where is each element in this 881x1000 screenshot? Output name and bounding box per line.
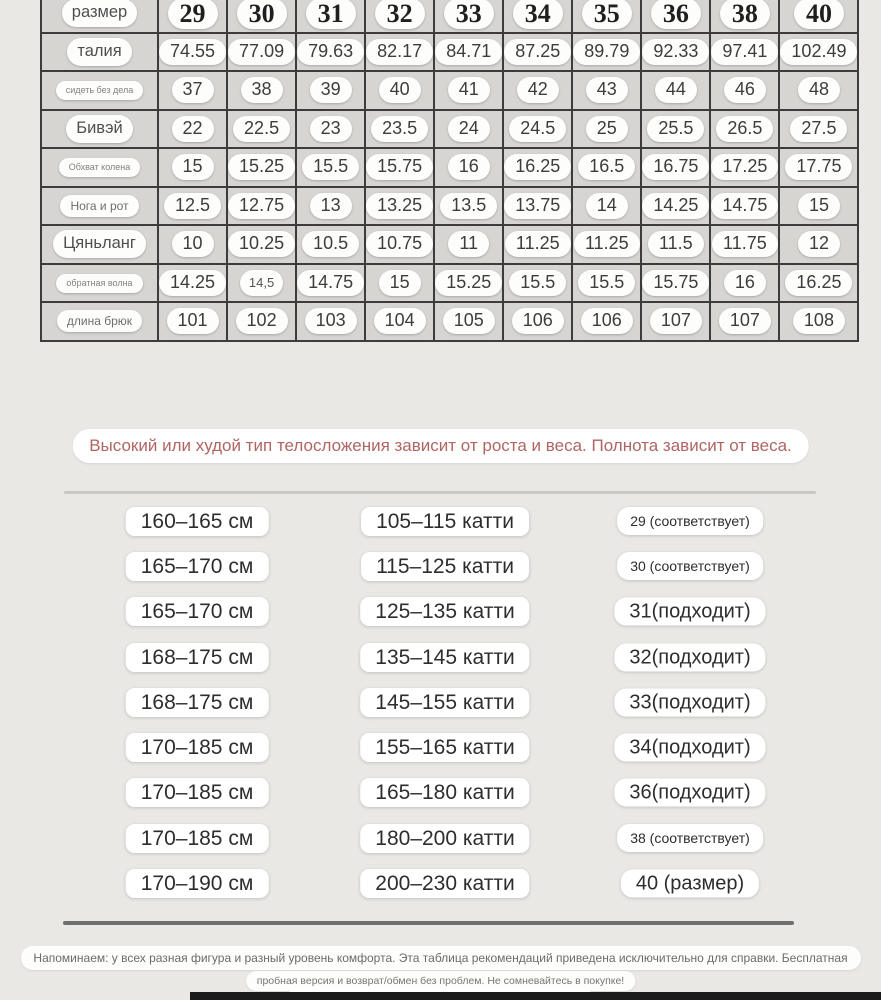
size-table-row bbox=[41, 33, 858, 72]
value-cell bbox=[710, 148, 779, 187]
cell-value: 23.5 bbox=[371, 116, 428, 142]
size-table-row bbox=[41, 264, 858, 303]
value-cell bbox=[434, 225, 503, 264]
rec-weight-cell bbox=[361, 510, 529, 534]
value-cell bbox=[365, 264, 434, 303]
value-cell bbox=[641, 33, 710, 72]
cell-value: 108 bbox=[793, 308, 845, 334]
value-cell bbox=[296, 187, 365, 226]
cell-value: 17.25 bbox=[711, 154, 778, 180]
cell-value: 103 bbox=[305, 308, 357, 334]
height-pill: 170–190 см bbox=[126, 869, 269, 898]
value-cell bbox=[503, 0, 572, 33]
cell-value: 37 bbox=[172, 77, 214, 103]
value-cell bbox=[779, 187, 858, 226]
cell-value: 87.25 bbox=[504, 39, 571, 65]
value-cell bbox=[572, 225, 641, 264]
value-cell bbox=[296, 225, 365, 264]
cell-value: 26.5 bbox=[716, 116, 773, 142]
cell-value: 46 bbox=[724, 77, 766, 103]
value-cell bbox=[503, 302, 572, 341]
value-cell bbox=[641, 0, 710, 33]
size-header-value: 38 bbox=[720, 0, 770, 29]
row-label: длина брюк bbox=[57, 310, 142, 332]
cell-value: 24.5 bbox=[509, 116, 566, 142]
cell-value: 105 bbox=[443, 308, 495, 334]
height-pill: 160–165 см bbox=[126, 507, 269, 536]
cell-value: 13.5 bbox=[440, 193, 497, 219]
rec-size-cell bbox=[614, 737, 765, 760]
value-cell bbox=[227, 148, 296, 187]
rec-size-cell bbox=[614, 646, 765, 669]
value-cell bbox=[158, 148, 227, 187]
cell-value: 22.5 bbox=[233, 116, 290, 142]
height-pill: 168–175 см bbox=[126, 643, 269, 672]
value-cell bbox=[434, 148, 503, 187]
weight-pill: 105–115 катти bbox=[361, 507, 529, 536]
value-cell bbox=[641, 302, 710, 341]
size-header-value: 31 bbox=[306, 0, 356, 29]
cell-value: 79.63 bbox=[297, 39, 364, 65]
size-table-row bbox=[41, 0, 858, 33]
value-cell bbox=[503, 33, 572, 72]
row-label: размер bbox=[62, 0, 137, 27]
height-pill: 170–185 см bbox=[126, 778, 269, 807]
value-cell bbox=[641, 148, 710, 187]
value-cell bbox=[572, 0, 641, 33]
cell-value: 10 bbox=[172, 231, 214, 257]
value-cell bbox=[641, 110, 710, 149]
cell-value: 13 bbox=[310, 193, 352, 219]
value-cell bbox=[572, 187, 641, 226]
rec-height-cell bbox=[126, 646, 269, 670]
rec-row bbox=[0, 725, 881, 770]
size-header-value: 34 bbox=[513, 0, 563, 29]
weight-pill: 200–230 катти bbox=[360, 869, 529, 898]
value-cell bbox=[365, 187, 434, 226]
cell-value: 74.55 bbox=[159, 39, 226, 65]
rec-row bbox=[0, 544, 881, 589]
row-label-cell bbox=[41, 148, 158, 187]
cell-value: 39 bbox=[310, 77, 352, 103]
value-cell bbox=[710, 71, 779, 110]
cell-value: 106 bbox=[581, 308, 633, 334]
cell-value: 92.33 bbox=[642, 39, 709, 65]
value-cell bbox=[434, 302, 503, 341]
row-label: Нога и рот bbox=[60, 195, 138, 217]
row-label-cell bbox=[41, 71, 158, 110]
value-cell bbox=[158, 0, 227, 33]
cell-value: 14 bbox=[586, 193, 628, 219]
rec-size-cell bbox=[617, 558, 763, 576]
value-cell bbox=[572, 33, 641, 72]
rec-weight-cell bbox=[360, 646, 529, 670]
rec-row bbox=[0, 499, 881, 544]
value-cell bbox=[434, 187, 503, 226]
cell-value: 40 bbox=[379, 77, 421, 103]
weight-pill: 155–165 катти bbox=[360, 733, 529, 762]
rec-height-cell bbox=[126, 736, 269, 760]
value-cell bbox=[503, 264, 572, 303]
cell-value: 48 bbox=[798, 77, 840, 103]
cell-value: 107 bbox=[719, 308, 771, 334]
rec-height-cell bbox=[126, 555, 269, 579]
rec-size-cell bbox=[617, 513, 763, 531]
cell-value: 15.25 bbox=[435, 270, 502, 296]
value-cell bbox=[434, 71, 503, 110]
weight-pill: 165–180 катти bbox=[360, 778, 529, 807]
cell-value: 15.5 bbox=[302, 154, 359, 180]
value-cell bbox=[710, 302, 779, 341]
weight-pill: 125–135 катти bbox=[360, 597, 529, 626]
recommendation-list bbox=[0, 499, 881, 907]
row-label: талия bbox=[67, 38, 131, 66]
cell-value: 23 bbox=[310, 116, 352, 142]
value-cell bbox=[296, 71, 365, 110]
value-cell bbox=[779, 302, 858, 341]
cell-value: 12 bbox=[798, 231, 840, 257]
row-label: обратная волна bbox=[56, 274, 142, 293]
value-cell bbox=[227, 71, 296, 110]
value-cell bbox=[158, 225, 227, 264]
cell-value: 14.75 bbox=[297, 270, 364, 296]
value-cell bbox=[296, 264, 365, 303]
value-cell bbox=[641, 225, 710, 264]
size-table-row bbox=[41, 110, 858, 149]
cell-value: 16.25 bbox=[785, 270, 852, 296]
value-cell bbox=[296, 302, 365, 341]
value-cell bbox=[572, 71, 641, 110]
weight-pill: 180–200 катти bbox=[360, 824, 529, 853]
row-label-cell bbox=[41, 110, 158, 149]
value-cell bbox=[365, 302, 434, 341]
value-cell bbox=[710, 0, 779, 33]
value-cell bbox=[779, 33, 858, 72]
rec-row bbox=[0, 816, 881, 861]
size-pill: 33(подходит) bbox=[614, 688, 765, 716]
size-pill: 36(подходит) bbox=[614, 779, 765, 807]
size-header-value: 32 bbox=[375, 0, 425, 29]
value-cell bbox=[779, 0, 858, 33]
value-cell bbox=[572, 264, 641, 303]
cell-value: 41 bbox=[448, 77, 490, 103]
cell-value: 97.41 bbox=[711, 39, 778, 65]
cell-value: 43 bbox=[586, 77, 628, 103]
rec-height-cell bbox=[126, 781, 269, 805]
rec-height-cell bbox=[126, 691, 269, 715]
weight-pill: 115–125 катти bbox=[361, 552, 529, 581]
height-pill: 168–175 см bbox=[126, 688, 269, 717]
cell-value: 102 bbox=[236, 308, 288, 334]
cell-value: 16 bbox=[448, 154, 490, 180]
cell-value: 11.25 bbox=[505, 231, 571, 257]
rec-weight-cell bbox=[360, 736, 529, 760]
bottom-bar bbox=[190, 992, 881, 1000]
cell-value: 10.5 bbox=[302, 231, 359, 257]
value-cell bbox=[365, 0, 434, 33]
row-label-cell bbox=[41, 33, 158, 72]
cell-value: 14.75 bbox=[711, 193, 778, 219]
value-cell bbox=[641, 264, 710, 303]
divider-bottom bbox=[63, 921, 794, 925]
rec-row bbox=[0, 861, 881, 906]
size-pill: 34(подходит) bbox=[614, 734, 765, 762]
value-cell bbox=[710, 225, 779, 264]
size-header-value: 29 bbox=[168, 0, 218, 29]
value-cell bbox=[365, 33, 434, 72]
value-cell bbox=[227, 187, 296, 226]
cell-value: 42 bbox=[517, 77, 559, 103]
value-cell bbox=[779, 71, 858, 110]
cell-value: 15.5 bbox=[578, 270, 635, 296]
value-cell bbox=[158, 187, 227, 226]
value-cell bbox=[296, 0, 365, 33]
rec-weight-cell bbox=[361, 555, 529, 579]
value-cell bbox=[503, 225, 572, 264]
size-pill: 40 (размер) bbox=[621, 870, 759, 898]
value-cell bbox=[779, 148, 858, 187]
cell-value: 107 bbox=[650, 308, 702, 334]
row-label-cell bbox=[41, 225, 158, 264]
size-header-value: 35 bbox=[582, 0, 632, 29]
rec-size-cell bbox=[614, 601, 765, 624]
cell-value: 82.17 bbox=[366, 39, 433, 65]
weight-pill: 135–145 катти bbox=[360, 643, 529, 672]
row-label: Бивэй bbox=[66, 115, 132, 143]
cell-value: 10.25 bbox=[228, 231, 295, 257]
cell-value: 22 bbox=[172, 116, 214, 142]
cell-value: 25 bbox=[586, 116, 628, 142]
size-pill: 29 (соответствует) bbox=[617, 507, 763, 535]
rec-weight-cell bbox=[360, 872, 529, 896]
rec-weight-cell bbox=[360, 827, 529, 851]
rec-weight-cell bbox=[360, 691, 529, 715]
value-cell bbox=[158, 33, 227, 72]
size-header-value: 33 bbox=[444, 0, 494, 29]
cell-value: 16.75 bbox=[642, 154, 709, 180]
cell-value: 104 bbox=[374, 308, 426, 334]
value-cell bbox=[572, 148, 641, 187]
rec-weight-cell bbox=[360, 781, 529, 805]
rec-size-cell bbox=[614, 782, 765, 805]
rec-height-cell bbox=[126, 827, 269, 851]
value-cell bbox=[158, 110, 227, 149]
value-cell bbox=[227, 302, 296, 341]
rec-height-cell bbox=[126, 872, 269, 896]
footer-note-line2: пробная версия и возврат/обмен без проблем. Не сомневайтесь в покупке! bbox=[246, 971, 635, 991]
value-cell bbox=[710, 33, 779, 72]
cell-value: 15.75 bbox=[642, 270, 709, 296]
value-cell bbox=[503, 148, 572, 187]
value-cell bbox=[710, 110, 779, 149]
cell-value: 102.49 bbox=[780, 39, 857, 65]
size-table-row bbox=[41, 148, 858, 187]
cell-value: 25.5 bbox=[647, 116, 704, 142]
value-cell bbox=[365, 148, 434, 187]
value-cell bbox=[503, 187, 572, 226]
cell-value: 10.75 bbox=[366, 231, 433, 257]
cell-value: 16 bbox=[724, 270, 766, 296]
rec-size-cell bbox=[621, 873, 759, 896]
row-label-cell bbox=[41, 302, 158, 341]
row-label-cell bbox=[41, 264, 158, 303]
footer-note-line1: Напоминаем: у всех разная фигура и разный уровень комфорта. Эта таблица рекомендаций приведена исключительно для справки. Бесплатная bbox=[20, 946, 860, 970]
size-header-value: 30 bbox=[237, 0, 287, 29]
cell-value: 11.75 bbox=[712, 231, 778, 257]
cell-value: 15 bbox=[798, 193, 840, 219]
size-table-row bbox=[41, 225, 858, 264]
value-cell bbox=[710, 187, 779, 226]
row-label: Цяньланг bbox=[53, 230, 146, 258]
value-cell bbox=[434, 33, 503, 72]
size-pill: 30 (соответствует) bbox=[617, 552, 763, 580]
value-cell bbox=[710, 264, 779, 303]
cell-value: 13.75 bbox=[504, 193, 571, 219]
size-pill: 31(подходит) bbox=[614, 598, 765, 626]
cell-value: 17.75 bbox=[785, 154, 852, 180]
cell-value: 11.5 bbox=[648, 231, 704, 257]
value-cell bbox=[641, 187, 710, 226]
cell-value: 14.25 bbox=[642, 193, 709, 219]
cell-value: 13.25 bbox=[366, 193, 433, 219]
value-cell bbox=[434, 0, 503, 33]
size-header-value: 40 bbox=[794, 0, 844, 29]
size-table bbox=[40, 0, 859, 342]
height-pill: 165–170 см bbox=[126, 597, 269, 626]
cell-value: 11 bbox=[448, 231, 489, 257]
rec-size-cell bbox=[614, 691, 765, 714]
divider-top bbox=[64, 491, 816, 494]
cell-value: 15.5 bbox=[509, 270, 566, 296]
cell-value: 89.79 bbox=[573, 39, 640, 65]
value-cell bbox=[779, 264, 858, 303]
size-table-row bbox=[41, 187, 858, 226]
rec-size-cell bbox=[617, 830, 763, 848]
value-cell bbox=[503, 71, 572, 110]
value-cell bbox=[434, 264, 503, 303]
cell-value: 84.71 bbox=[435, 39, 502, 65]
value-cell bbox=[572, 302, 641, 341]
cell-value: 15 bbox=[379, 270, 421, 296]
height-pill: 170–185 см bbox=[126, 824, 269, 853]
value-cell bbox=[572, 110, 641, 149]
value-cell bbox=[365, 110, 434, 149]
value-cell bbox=[641, 71, 710, 110]
size-table-row bbox=[41, 71, 858, 110]
size-table-row bbox=[41, 302, 858, 341]
cell-value: 15 bbox=[172, 154, 214, 180]
cell-value: 27.5 bbox=[790, 116, 847, 142]
size-pill: 38 (соответствует) bbox=[617, 824, 763, 852]
rec-weight-cell bbox=[360, 600, 529, 624]
rec-row bbox=[0, 771, 881, 816]
cell-value: 101 bbox=[167, 308, 219, 334]
rec-row bbox=[0, 590, 881, 635]
size-pill: 32(подходит) bbox=[614, 643, 765, 671]
value-cell bbox=[158, 264, 227, 303]
value-cell bbox=[296, 148, 365, 187]
value-cell bbox=[227, 0, 296, 33]
value-cell bbox=[779, 225, 858, 264]
cell-value: 14.25 bbox=[159, 270, 226, 296]
value-cell bbox=[227, 110, 296, 149]
value-cell bbox=[158, 302, 227, 341]
cell-value: 11.25 bbox=[574, 231, 640, 257]
row-label-cell bbox=[41, 187, 158, 226]
row-label: сидеть без дела bbox=[56, 81, 144, 100]
rec-height-cell bbox=[126, 510, 269, 534]
row-label: Обхват колена bbox=[59, 158, 141, 177]
value-cell bbox=[158, 71, 227, 110]
value-cell bbox=[503, 110, 572, 149]
rec-height-cell bbox=[126, 600, 269, 624]
value-cell bbox=[227, 33, 296, 72]
cell-value: 106 bbox=[512, 308, 564, 334]
cell-value: 14,5 bbox=[240, 270, 283, 296]
row-label-cell bbox=[41, 0, 158, 33]
value-cell bbox=[296, 110, 365, 149]
rec-row bbox=[0, 680, 881, 725]
value-cell bbox=[365, 71, 434, 110]
cell-value: 77.09 bbox=[228, 39, 295, 65]
body-type-note: Высокий или худой тип телосложения зависит от роста и веса. Полнота зависит от веса. bbox=[72, 429, 809, 463]
value-cell bbox=[227, 264, 296, 303]
cell-value: 16.5 bbox=[578, 154, 635, 180]
value-cell bbox=[779, 110, 858, 149]
value-cell bbox=[296, 33, 365, 72]
weight-pill: 145–155 катти bbox=[360, 688, 529, 717]
size-table-body bbox=[41, 0, 858, 341]
cell-value: 12.5 bbox=[164, 193, 221, 219]
cell-value: 15.75 bbox=[366, 154, 433, 180]
value-cell bbox=[365, 225, 434, 264]
height-pill: 165–170 см bbox=[126, 552, 269, 581]
cell-value: 12.75 bbox=[228, 193, 295, 219]
cell-value: 44 bbox=[655, 77, 697, 103]
cell-value: 16.25 bbox=[504, 154, 571, 180]
height-pill: 170–185 см bbox=[126, 733, 269, 762]
value-cell bbox=[434, 110, 503, 149]
cell-value: 15.25 bbox=[228, 154, 295, 180]
cell-value: 38 bbox=[241, 77, 283, 103]
value-cell bbox=[227, 225, 296, 264]
size-header-value: 36 bbox=[651, 0, 701, 29]
cell-value: 24 bbox=[448, 116, 490, 142]
rec-row bbox=[0, 635, 881, 680]
